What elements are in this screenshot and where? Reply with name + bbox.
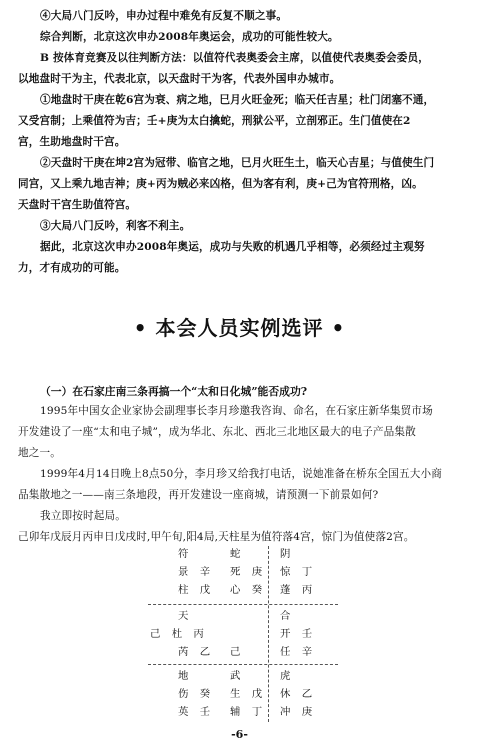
divider (148, 664, 338, 665)
text-line: ②天盘时干庚在坤2宫为冠带、临官之地，巳月火旺生土，临天心吉星；与值使生门 (40, 157, 435, 169)
text-line: 地之一。 (18, 447, 61, 459)
text-line: 据此，北京这次申办2008年奥运，成功与失败的机遇几乎相等，必须经过主观努 (40, 241, 425, 253)
chart-cell: 芮 乙 (178, 646, 215, 658)
chart-cell: 己 (230, 646, 245, 658)
qimen-chart (148, 546, 338, 722)
chart-cell: 伤 癸 (178, 688, 215, 700)
chart-cell: 生 戊 (230, 688, 267, 700)
chart-cell: 武 (230, 670, 245, 682)
chart-cell: 阴 (280, 548, 295, 560)
case-title: （一）在石家庄南三条再搞一个“太和日化城”能否成功? (40, 385, 308, 398)
section-heading: • 本会人员实例选评 • (133, 316, 346, 340)
text-line: 综合判断，北京这次申办2008年奥运会，成功的可能性较大。 (40, 31, 339, 43)
chart-cell: 英 壬 (178, 706, 215, 718)
text-line: B 按体育竞赛及以往判断方法：以值符代表奥委会主席，以值使代表奥委会委员， (40, 52, 429, 64)
text-line: 己卯年戊辰月丙申日戊戌时,甲午旬,阳4局,天柱星为值符落4宫，惊门为值使落2宫。 (18, 531, 415, 543)
text-line: 宫，生助地盘时干宫。 (18, 136, 126, 148)
text-line: 开发建设了一座“太和电子城”，成为华北、东北、西北三北地区最大的电子产品集散 (18, 426, 416, 438)
text-line: 天盘时干宫生助值符宫。 (18, 199, 137, 211)
chart-cell: 冲 庚 (280, 706, 317, 718)
text-line: 同宫，又上乘九地吉神；庚+丙为贼必来凶格，但为客有利，庚+己为官符刑格，凶。 (18, 178, 423, 190)
chart-cell: 蓬 丙 (280, 584, 317, 596)
chart-cell: 景 辛 (178, 566, 215, 578)
chart-cell: 合 (280, 610, 295, 622)
text-line: ③大局八门反吟，利客不利主。 (40, 220, 191, 232)
chart-cell: 休 乙 (280, 688, 317, 700)
chart-cell: 死 庚 (230, 566, 267, 578)
chart-cell: 辅 丁 (230, 706, 267, 718)
chart-cell: 符 (178, 548, 193, 560)
text-line: ④大局八门反吟，申办过程中难免有反复不顺之事。 (40, 10, 288, 22)
divider (268, 546, 269, 722)
divider (148, 604, 338, 605)
chart-cell: 己 杜 丙 (150, 628, 208, 640)
chart-cell: 地 (178, 670, 193, 682)
chart-cell: 蛇 (230, 548, 245, 560)
text-line: 品集散地之一——南三条地段，再开发建设一座商城，请预测一下前景如何? (18, 489, 379, 501)
text-line: 以地盘时干为主，代表北京，以天盘时干为客，代表外国申办城市。 (18, 73, 341, 85)
chart-cell: 虎 (280, 670, 295, 682)
chart-cell: 天 (178, 610, 193, 622)
chart-cell: 心 癸 (230, 584, 267, 596)
text-line: 1999年4月14日晚上8点50分，李月珍又给我打电话，说她准备在桥东全国五大小商 (40, 468, 442, 480)
text-line: 我立即按时起局。 (40, 510, 126, 522)
text-line: 力，才有成功的可能。 (18, 262, 126, 274)
chart-cell: 柱 戊 (178, 584, 215, 596)
text-line: 又受宫制；上乘值符为吉；壬+庚为太白擒蛇，刑狱公平，立剖邪正。生门值使在2 (18, 115, 411, 127)
text-line: ①地盘时干庚在乾6宫为衰、病之地，巳月火旺金死；临天任吉星；杜门闭塞不通， (40, 94, 435, 106)
chart-cell: 惊 丁 (280, 566, 317, 578)
chart-cell: 开 壬 (280, 628, 317, 640)
text-line: 1995年中国女企业家协会副理事长李月珍邀我咨询、命名，在石家庄新华集贸市场 (40, 405, 433, 417)
page-number: -6- (231, 728, 248, 741)
chart-cell: 任 辛 (280, 646, 317, 658)
